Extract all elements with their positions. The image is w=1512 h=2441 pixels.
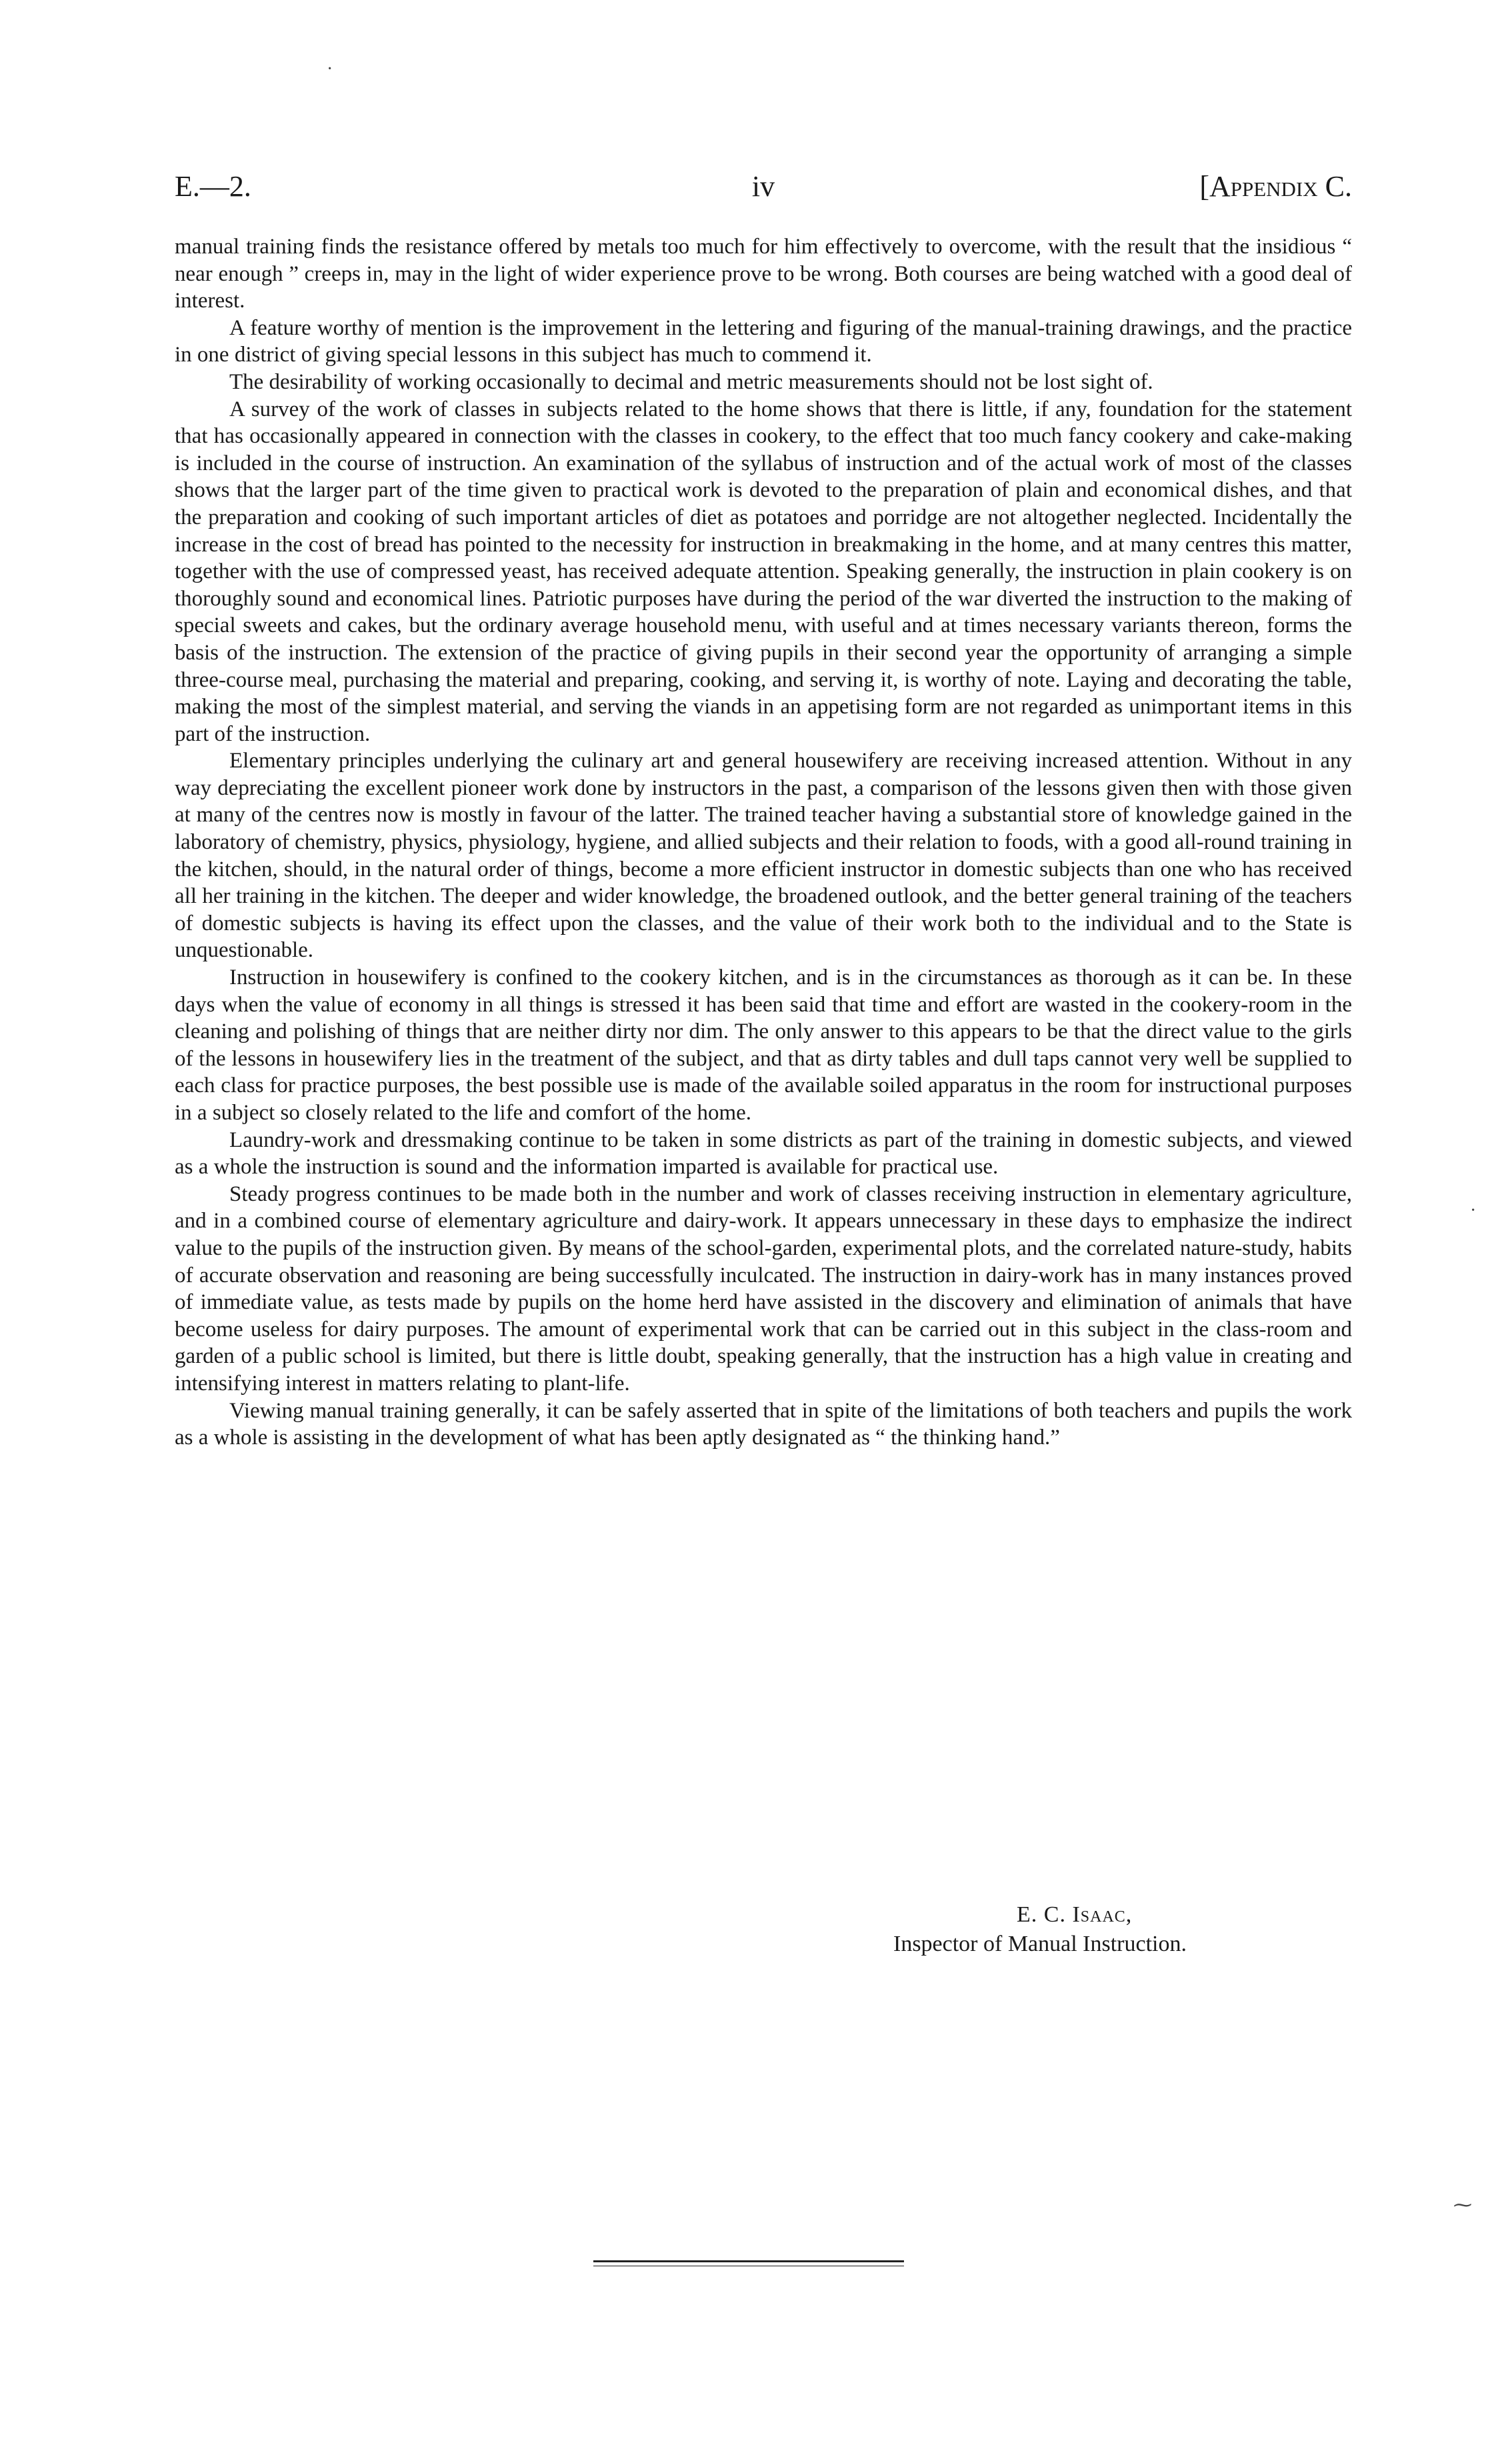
paragraph-lettering-figuring: A feature worthy of mention is the improvement in the lettering and figuring of the manual-training drawings, and the practice in one district of giving special lessons in this subject has much to commend it.: [175, 315, 1352, 367]
scan-speck-mark: ·: [1470, 1200, 1477, 1221]
report-body: [175, 233, 1352, 1452]
signatory-initials: E. C.: [1017, 1902, 1073, 1927]
signatory-surname: Isaac,: [1072, 1902, 1133, 1927]
page-header: [175, 167, 1352, 207]
paragraph-culinary-principles: Elementary principles underlying the culinary art and general housewifery are receiving increased attention. Without in any way depreciating the excellent pioneer work done by instructors in the past, a comparison of the lessons given then with those given at many of the centres now is mostly in favour of the latter. The trained teacher having a substantial store of knowledge gained in the laboratory of chemistry, physics, physiology, hygiene, and allied subjects and their relation to foods, with a good all-round training in the kitchen, should, in the natural order of things, become a more efficient instructor in domestic subjects than one who has received all her training in the kitchen. The deeper and wider knowledge, the broadened outlook, and the better general training of the teachers of domestic subjects is having its effect upon the classes, and the value of their work both to the individual and to the State is unquestionable.: [175, 749, 1352, 963]
closing-rule: [593, 2260, 904, 2262]
signatory-name: [893, 1900, 1360, 1930]
scan-speck-mark: ·: [327, 59, 333, 79]
paragraph-housewifery: Instruction in housewifery is confined to the cookery kitchen, and is in the circumstances as thorough as it can be. In these days when the value of economy in all things is stressed it has been said that time and effort are wasted in the cookery-room in the cleaning and polishing of things that are neither dirty nor dim. The only answer to this appears to be that the direct value to the girls of the lessons in housewifery lies in the treatment of the subject, and that as dirty tables and dull taps cannot very well be supplied to each class for practice purposes, the best possible use is made of the available soiled apparatus in the room for instructional purposes in a subject so closely related to the life and comfort of the home.: [175, 965, 1352, 1125]
paragraph-decimal-metric: The desirability of working occasionally to decimal and metric measurements should not be lost sight of.: [229, 369, 1153, 394]
signatory-title: Inspector of Manual Instruction.: [893, 1932, 1187, 1956]
header-page-number: iv: [751, 170, 775, 203]
paragraph-home-subjects-cookery: A survey of the work of classes in subjects related to the home shows that there is little, if any, foundation for the statement that has occasionally appeared in connection with the classes in cookery, to the effect that too much fancy cookery and cake-making is included in the course of instruction. An examination of the syllabus of instruction and of the actual work of most of the classes shows that the larger part of the time given to practical work is devoted to the preparation of plain and economical dishes, and that the preparation and cooking of such important articles of diet as potatoes and porridge are not altogether neglected. Incidentally the increase in the cost of bread has pointed to the necessity for instruction in breakmaking in the home, and at many centres this matter, together with the use of compressed yeast, has received adequate attention. Speaking generally, the instruction in plain cookery is on thoroughly sound and economical lines. Patriotic purposes have during the period of the war diverted the instruction to the making of special sweets and cakes, but the ordinary average household menu, with useful and at times necessary variants thereon, forms the basis of the instruction. The extension of the practice of giving pupils in their second year the opportunity of arranging a simple three-course meal, purchasing the material and preparing, cooking, and serving it, is worthy of note. Laying and decorating the table, making the most of the simplest material, and serving the viands in an appetising form are not regarded as unimportant items in this part of the instruction.: [175, 397, 1352, 746]
signature-block: [893, 1900, 1360, 1959]
paragraph-manual-training-metals: manual training finds the resistance offered by metals too much for him effectively to overcome, with the result that the insidious “ near enough ” creeps in, may in the light of wider experience prove to be wrong. Both courses are being watched with a good deal of interest.: [175, 235, 1352, 313]
paragraph-thinking-hand: Viewing manual training generally, it can be safely asserted that in spite of the limitations of both teachers and pupils the work as a whole is assisting in the development of what has been aptly designated as “ the thinking hand.”: [175, 1398, 1352, 1450]
paragraph-laundry-dressmaking: Laundry-work and dressmaking continue to be taken in some districts as part of the training in domestic subjects, and viewed as a whole the instruction is sound and the information imparted is available for practical use.: [175, 1127, 1352, 1179]
scan-smudge-mark: ⁓: [1453, 2195, 1472, 2216]
header-document-code: E.—2.: [175, 170, 251, 203]
header-appendix-label: [Appendix C.: [1199, 170, 1352, 203]
paragraph-agriculture-dairy: Steady progress continues to be made both in the number and work of classes receiving instruction in elementary agriculture, and in a combined course of elementary agriculture and dairy-work. It appears unnecessary in these days to emphasize the indirect value to the pupils of the instruction given. By means of the school-garden, experimental plots, and the correlated nature-study, habits of accurate observation and reasoning are being successfully inculcated. The instruction in dairy-work has in many instances proved of immediate value, as tests made by pupils on the home herd have assisted in the discovery and elimination of animals that have become useless for dairy purposes. The amount of experimental work that can be carried out in this subject in the class-room and garden of a public school is limited, but there is little doubt, speaking generally, that the instruction has a high value in creating and intensifying interest in matters relating to plant-life.: [175, 1181, 1352, 1396]
